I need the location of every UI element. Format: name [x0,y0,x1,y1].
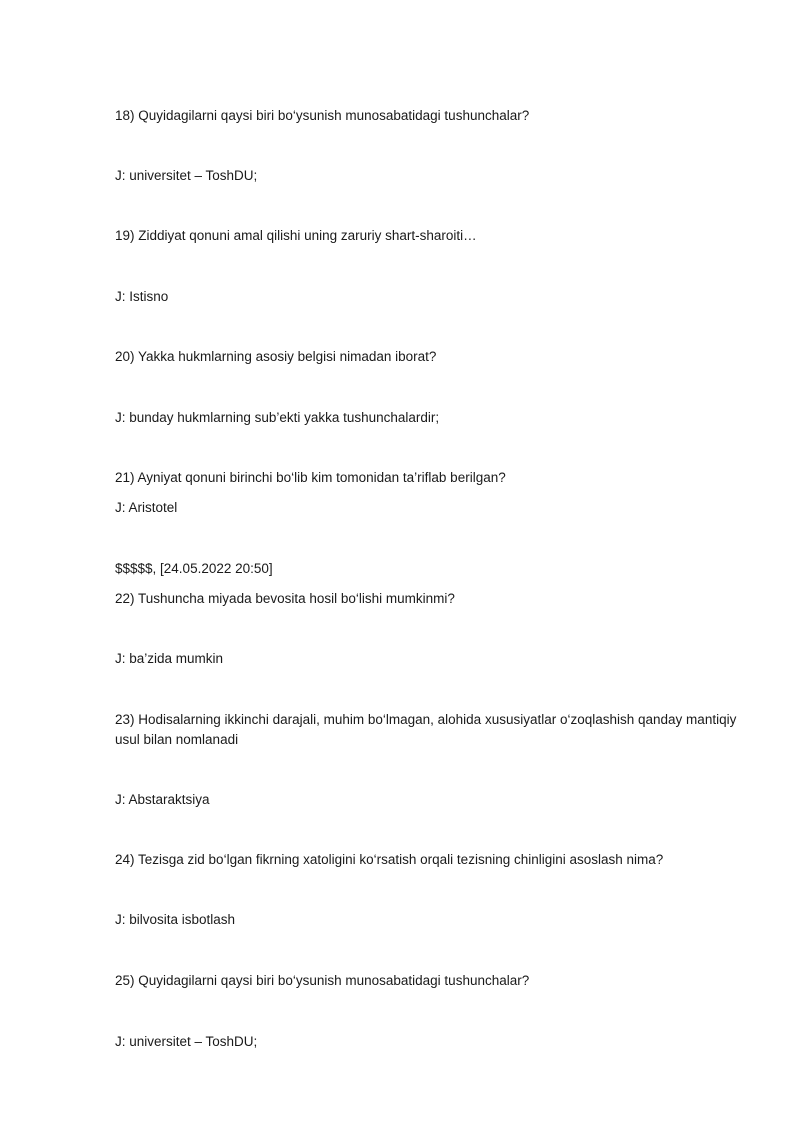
question-20: 20) Yakka hukmlarning asosiy belgisi nimadan iborat? [115,349,437,364]
question-23: 23) Hodisalarning ikkinchi darajali, muhim bo‘lmagan, alohida xususiyatlar o‘zoqlashish qanday mantiqiy usul bilan nomlanadi [115,712,737,747]
answer-25: J: universitet – ToshDU; [115,1034,258,1049]
answer-20: J: bunday hukmlarning sub’ekti yakka tushunchalardir; [115,410,440,425]
answer-22: J: ba’zida mumkin [115,651,224,666]
question-21: 21) Ayniyat qonuni birinchi bo‘lib kim tomonidan ta’riflab berilgan? [115,470,506,485]
answer-24: J: bilvosita isbotlash [115,912,236,927]
answer-18: J: universitet – ToshDU; [115,168,258,183]
question-19: 19) Ziddiyat qonuni amal qilishi uning zaruriy shart-sharoiti… [115,228,477,243]
question-18: 18) Quyidagilarni qaysi biri bo‘ysunish munosabatidagi tushunchalar? [115,108,530,123]
question-25: 25) Quyidagilarni qaysi biri bo‘ysunish munosabatidagi tushunchalar? [115,973,530,988]
chat-timestamp: $$$$$, [24.05.2022 20:50] [115,561,273,576]
question-22: 22) Tushuncha miyada bevosita hosil bo‘lishi mumkinmi? [115,591,455,606]
answer-21: J: Aristotel [115,500,178,515]
question-24: 24) Tezisga zid bo‘lgan fikrning xatoligini ko‘rsatish orqali tezisning chinligini asoslash nima? [115,852,664,867]
answer-19: J: Istisno [115,289,169,304]
answer-23: J: Abstaraktsiya [115,792,210,807]
